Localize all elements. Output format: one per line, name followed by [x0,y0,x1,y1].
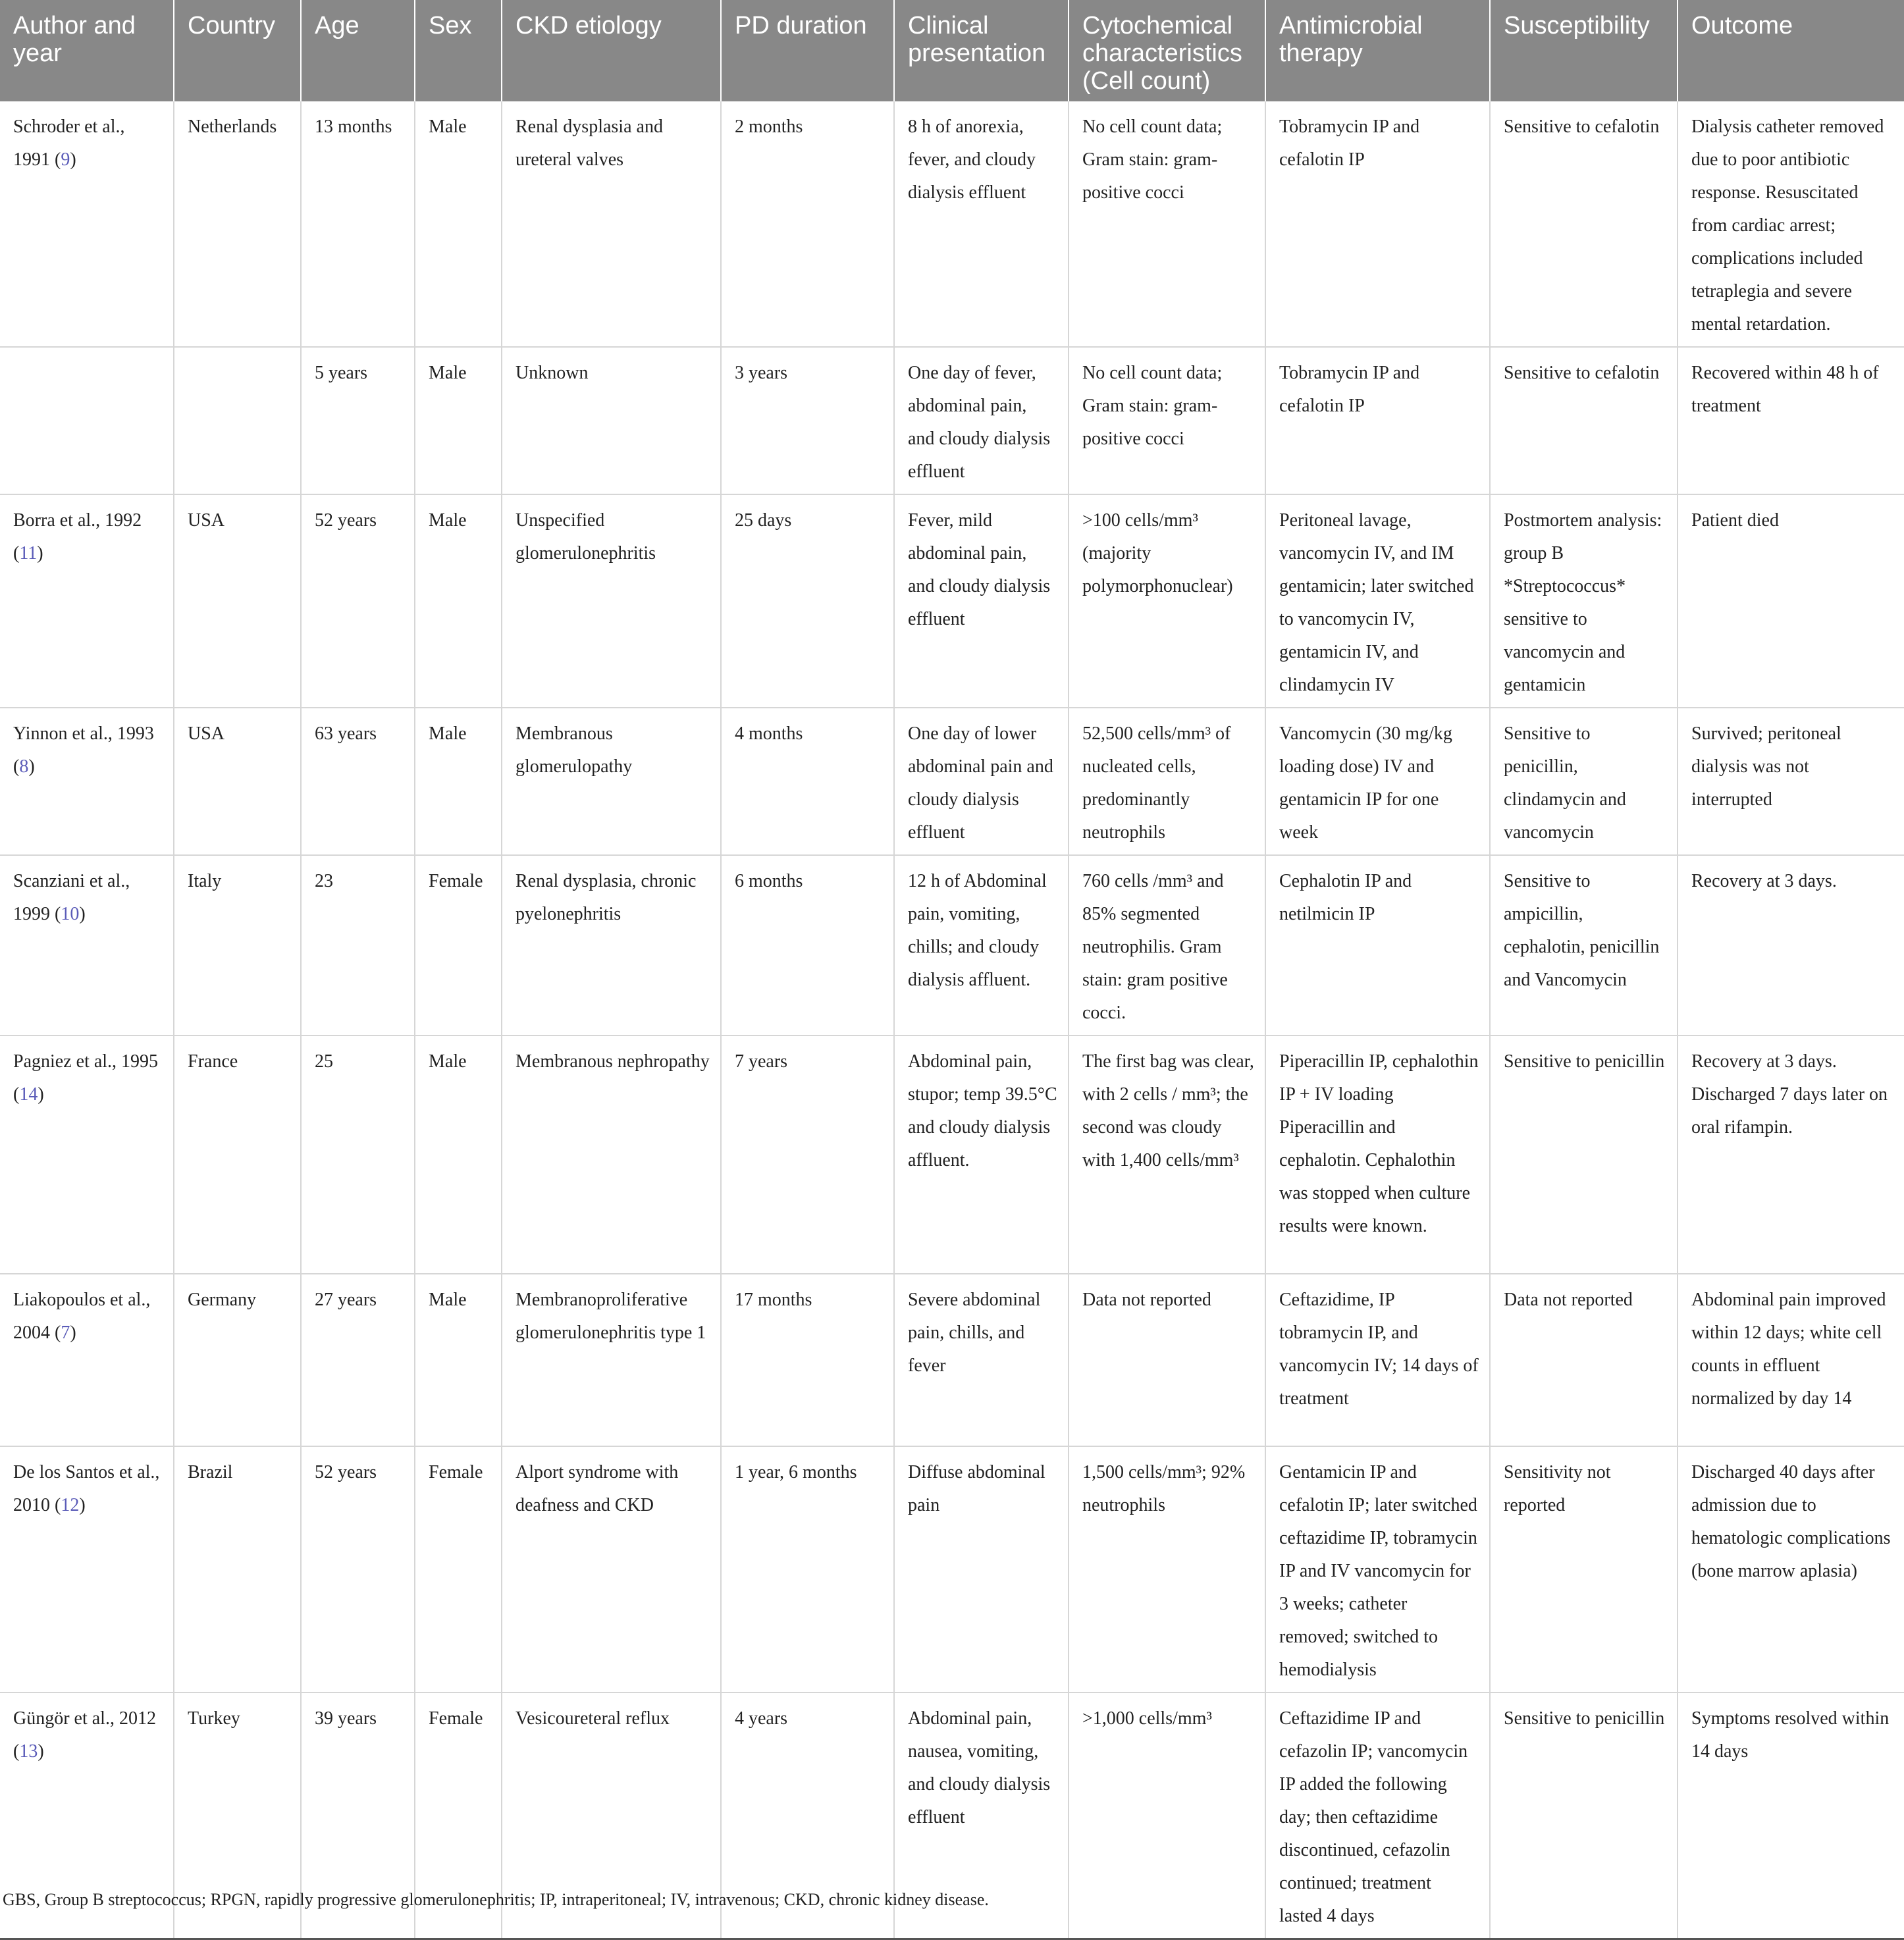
cell-sex: Female [415,855,502,1036]
cell-etiology: Vesicoureteral reflux [502,1692,721,1939]
cell-therapy: Cephalotin IP and netilmicin IP [1265,855,1490,1036]
cell-cytochemical: >100 cells/mm³ (majority polymorphonuclear) [1069,494,1265,708]
cell-susceptibility: Sensitive to cefalotin [1490,347,1678,494]
cell-etiology: Unknown [502,347,721,494]
cell-presentation: One day of fever, abdominal pain, and cloudy dialysis effluent [894,347,1069,494]
cell-sex: Male [415,494,502,708]
cell-susceptibility: Sensitive to cefalotin [1490,101,1678,347]
cell-cytochemical: >1,000 cells/mm³ [1069,1692,1265,1939]
cell-outcome: Symptoms resolved within 14 days [1678,1692,1904,1939]
header-cytochemical: Cytochemical characteristics (Cell count) [1069,0,1265,101]
cell-therapy: Ceftazidime IP and cefazolin IP; vancomycin IP added the following day; then ceftazidime discontinued, cefazolin continued; treatment lasted 4 days [1265,1692,1490,1939]
cell-country: France [174,1036,301,1274]
cell-duration: 4 months [721,708,894,855]
reference-link[interactable]: 12 [61,1495,80,1515]
cell-author: Borra et al., 1992 (11) [0,494,174,708]
reference-link[interactable]: 10 [61,904,80,924]
cell-sex: Female [415,1446,502,1692]
cell-presentation: Abdominal pain, stupor; temp 39.5°C and cloudy dialysis affluent. [894,1036,1069,1274]
cell-duration: 7 years [721,1036,894,1274]
cell-author: De los Santos et al., 2010 (12) [0,1446,174,1692]
cell-etiology: Membranous glomerulopathy [502,708,721,855]
cell-cytochemical: 1,500 cells/mm³; 92% neutrophils [1069,1446,1265,1692]
cell-presentation: One day of lower abdominal pain and cloudy dialysis effluent [894,708,1069,855]
cell-cytochemical: The first bag was clear, with 2 cells / mm³; the second was cloudy with 1,400 cells/mm³ [1069,1036,1265,1274]
cell-sex: Male [415,101,502,347]
cell-age: 13 months [301,101,415,347]
header-country: Country [174,0,301,101]
cell-country: Italy [174,855,301,1036]
cell-susceptibility: Data not reported [1490,1274,1678,1446]
cell-country: USA [174,708,301,855]
cell-age: 52 years [301,1446,415,1692]
cell-outcome: Recovery at 3 days. [1678,855,1904,1036]
header-sex: Sex [415,0,502,101]
table-row [0,1446,1904,1692]
cell-age: 39 years [301,1692,415,1939]
cell-author: Schroder et al., 1991 (9) [0,101,174,347]
reference-link[interactable]: 8 [19,756,29,777]
cell-outcome: Dialysis catheter removed due to poor antibiotic response. Resuscitated from cardiac arrest; complications included tetraplegia and severe mental retardation. [1678,101,1904,347]
cell-age: 27 years [301,1274,415,1446]
cell-age: 25 [301,1036,415,1274]
cell-etiology: Unspecified glomerulonephritis [502,494,721,708]
cell-etiology: Renal dysplasia, chronic pyelonephritis [502,855,721,1036]
cell-duration: 1 year, 6 months [721,1446,894,1692]
header-therapy: Antimicrobial therapy [1265,0,1490,101]
cell-therapy: Vancomycin (30 mg/kg loading dose) IV and gentamicin IP for one week [1265,708,1490,855]
cell-country: Germany [174,1274,301,1446]
reference-link[interactable]: 7 [61,1323,70,1343]
cell-country [174,347,301,494]
cell-sex: Male [415,347,502,494]
cell-outcome: Recovery at 3 days. Discharged 7 days later on oral rifampin. [1678,1036,1904,1274]
table-row [0,494,1904,708]
cell-etiology: Renal dysplasia and ureteral valves [502,101,721,347]
cell-etiology: Alport syndrome with deafness and CKD [502,1446,721,1692]
table-row [0,1036,1904,1274]
cell-duration: 4 years [721,1692,894,1939]
cell-outcome: Discharged 40 days after admission due to hematologic complications (bone marrow aplasia) [1678,1446,1904,1692]
cell-presentation: Fever, mild abdominal pain, and cloudy dialysis effluent [894,494,1069,708]
header-presentation: Clinical presentation [894,0,1069,101]
cell-age: 52 years [301,494,415,708]
cell-country: Turkey [174,1692,301,1939]
cell-author: Liakopoulos et al., 2004 (7) [0,1274,174,1446]
cell-duration: 17 months [721,1274,894,1446]
cell-therapy: Tobramycin IP and cefalotin IP [1265,101,1490,347]
header-outcome: Outcome [1678,0,1904,101]
cell-susceptibility: Sensitive to ampicillin, cephalotin, penicillin and Vancomycin [1490,855,1678,1036]
cell-susceptibility: Postmortem analysis: group B *Streptococcus* sensitive to vancomycin and gentamicin [1490,494,1678,708]
cell-susceptibility: Sensitivity not reported [1490,1446,1678,1692]
cell-country: USA [174,494,301,708]
table-row [0,347,1904,494]
cell-susceptibility: Sensitive to penicillin [1490,1036,1678,1274]
cell-therapy: Tobramycin IP and cefalotin IP [1265,347,1490,494]
cell-duration: 25 days [721,494,894,708]
cell-outcome: Recovered within 48 h of treatment [1678,347,1904,494]
cell-sex: Male [415,1036,502,1274]
cell-cytochemical: No cell count data; Gram stain: gram-positive cocci [1069,101,1265,347]
cell-country: Brazil [174,1446,301,1692]
cell-etiology: Membranous nephropathy [502,1036,721,1274]
cell-country: Netherlands [174,101,301,347]
cell-author: Scanziani et al., 1999 (10) [0,855,174,1036]
cell-duration: 6 months [721,855,894,1036]
cell-author: Güngör et al., 2012 (13) [0,1692,174,1939]
cell-author: Yinnon et al., 1993 (8) [0,708,174,855]
cell-presentation: 8 h of anorexia, fever, and cloudy dialysis effluent [894,101,1069,347]
cell-susceptibility: Sensitive to penicillin [1490,1692,1678,1939]
cell-outcome: Patient died [1678,494,1904,708]
table-row [0,708,1904,855]
header-author: Author and year [0,0,174,101]
cell-presentation: Abdominal pain, nausea, vomiting, and cloudy dialysis effluent [894,1692,1069,1939]
cell-presentation: 12 h of Abdominal pain, vomiting, chills; and cloudy dialysis affluent. [894,855,1069,1036]
reference-link[interactable]: 14 [19,1084,38,1105]
cell-duration: 3 years [721,347,894,494]
header-etiology: CKD etiology [502,0,721,101]
cell-presentation: Diffuse abdominal pain [894,1446,1069,1692]
header-age: Age [301,0,415,101]
cell-cytochemical: No cell count data; Gram stain: gram-positive cocci [1069,347,1265,494]
table-row [0,101,1904,347]
cell-author: Pagniez et al., 1995 (14) [0,1036,174,1274]
cell-susceptibility: Sensitive to penicillin, clindamycin and vancomycin [1490,708,1678,855]
header-susceptibility: Susceptibility [1490,0,1678,101]
cell-cytochemical: Data not reported [1069,1274,1265,1446]
cell-age: 5 years [301,347,415,494]
table-row [0,1274,1904,1446]
reference-link[interactable]: 11 [19,543,38,564]
table-row [0,855,1904,1036]
cell-sex: Male [415,1274,502,1446]
cell-sex: Female [415,1692,502,1939]
reference-link[interactable]: 9 [61,149,70,170]
table-footnote: GBS, Group B streptococcus; RPGN, rapidly progressive glomerulonephritis; IP, intraperitoneal; IV, intravenous; CKD, chronic kidney disease. [3,1890,989,1909]
cell-therapy: Piperacillin IP, cephalothin IP + IV loading Piperacillin and cephalotin. Cephalothin was stopped when culture results were known. [1265,1036,1490,1274]
cell-sex: Male [415,708,502,855]
cell-cytochemical: 760 cells /mm³ and 85% segmented neutrophilis. Gram stain: gram positive cocci. [1069,855,1265,1036]
cell-duration: 2 months [721,101,894,347]
cell-therapy: Gentamicin IP and cefalotin IP; later switched ceftazidime IP, tobramycin IP and IV vancomycin for 3 weeks; catheter removed; switched to hemodialysis [1265,1446,1490,1692]
cell-age: 63 years [301,708,415,855]
cell-cytochemical: 52,500 cells/mm³ of nucleated cells, predominantly neutrophils [1069,708,1265,855]
header-row [0,0,1904,101]
cell-outcome: Survived; peritoneal dialysis was not interrupted [1678,708,1904,855]
cell-etiology: Membranoproliferative glomerulonephritis type 1 [502,1274,721,1446]
header-duration: PD duration [721,0,894,101]
cell-age: 23 [301,855,415,1036]
reference-link[interactable]: 13 [19,1741,38,1762]
cell-outcome: Abdominal pain improved within 12 days; white cell counts in effluent normalized by day 14 [1678,1274,1904,1446]
cell-presentation: Severe abdominal pain, chills, and fever [894,1274,1069,1446]
cell-author [0,347,174,494]
cell-therapy: Peritoneal lavage, vancomycin IV, and IM gentamicin; later switched to vancomycin IV, gentamicin IV, and clindamycin IV [1265,494,1490,708]
cell-therapy: Ceftazidime, IP tobramycin IP, and vancomycin IV; 14 days of treatment [1265,1274,1490,1446]
